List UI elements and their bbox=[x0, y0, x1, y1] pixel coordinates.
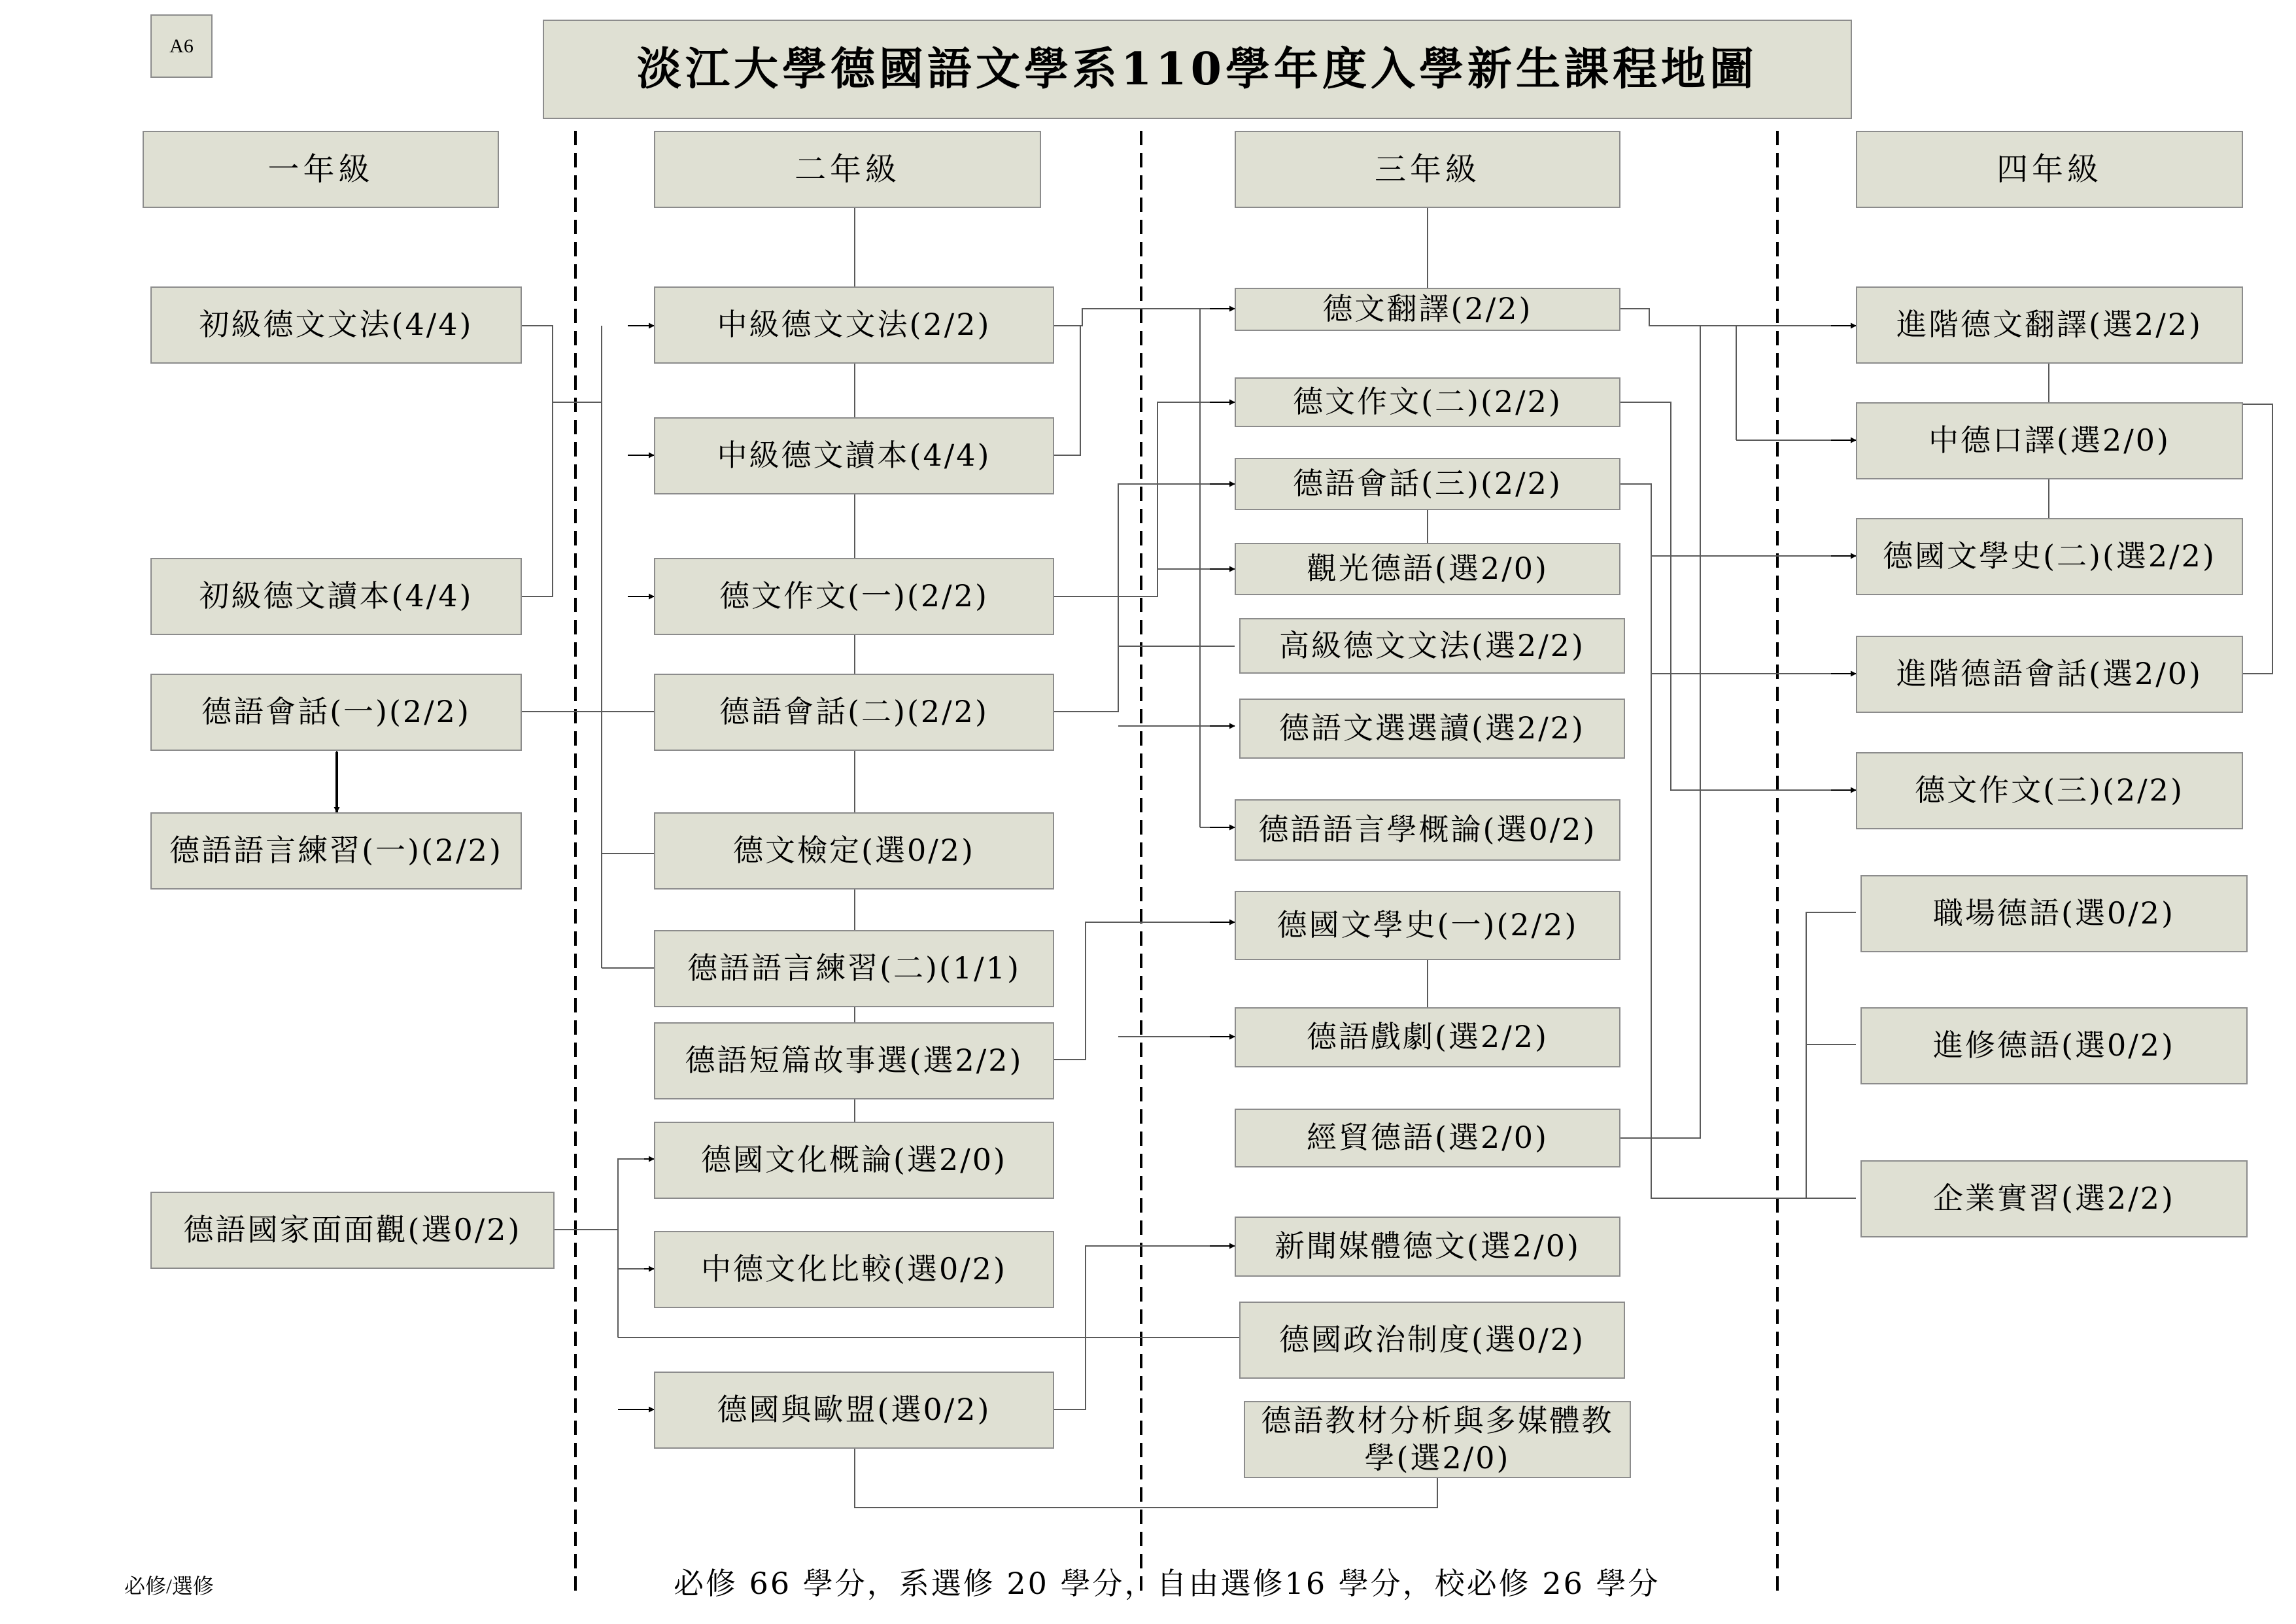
course-y4-2: 中德口譯(選2/0) bbox=[1856, 402, 2243, 479]
page-tag: A6 bbox=[150, 14, 213, 78]
course-y2-8: 德國文化概論(選2/0) bbox=[654, 1122, 1054, 1199]
course-y3-13: 德語教材分析與多媒體教學(選2/0) bbox=[1244, 1401, 1631, 1478]
course-y4-5: 德文作文(三)(2/2) bbox=[1856, 752, 2243, 829]
legend-label: 必修/選修 bbox=[124, 1574, 214, 1598]
course-y4-4: 進階德語會話(選2/0) bbox=[1856, 636, 2243, 713]
course-y2-2: 中級德文讀本(4/4) bbox=[654, 417, 1054, 494]
course-y3-3: 德語會話(三)(2/2) bbox=[1235, 458, 1620, 510]
course-y4-8: 企業實習(選2/2) bbox=[1860, 1160, 2248, 1237]
course-y3-6: 德語文選選讀(選2/2) bbox=[1239, 699, 1625, 759]
course-y1-4: 德語語言練習(一)(2/2) bbox=[150, 812, 522, 890]
page-title: 淡江大學德國語文學系110學年度入學新生課程地圖 bbox=[543, 20, 1852, 119]
course-y1-2: 初級德文讀本(4/4) bbox=[150, 558, 522, 635]
course-y2-4: 德語會話(二)(2/2) bbox=[654, 674, 1054, 751]
course-y3-5: 高級德文文法(選2/2) bbox=[1239, 618, 1625, 674]
course-y1-5: 德語國家面面觀(選0/2) bbox=[150, 1192, 555, 1269]
year-header-3: 三年級 bbox=[1235, 131, 1620, 208]
course-y3-9: 德語戲劇(選2/2) bbox=[1235, 1007, 1620, 1067]
course-y3-11: 新聞媒體德文(選2/0) bbox=[1235, 1217, 1620, 1277]
course-y1-3: 德語會話(一)(2/2) bbox=[150, 674, 522, 751]
course-y3-2: 德文作文(二)(2/2) bbox=[1235, 377, 1620, 427]
course-y4-1: 進階德文翻譯(選2/2) bbox=[1856, 286, 2243, 364]
course-y3-7: 德語語言學概論(選0/2) bbox=[1235, 799, 1620, 861]
year-header-4: 四年級 bbox=[1856, 131, 2243, 208]
course-y4-7: 進修德語(選0/2) bbox=[1860, 1007, 2248, 1084]
course-y2-5: 德文檢定(選0/2) bbox=[654, 812, 1054, 890]
credit-summary: 必修 66 學分，系選修 20 學分，自由選修16 學分，校必修 26 學分 bbox=[674, 1566, 1660, 1601]
course-y2-1: 中級德文文法(2/2) bbox=[654, 286, 1054, 364]
year-header-1: 一年級 bbox=[143, 131, 499, 208]
course-y2-3: 德文作文(一)(2/2) bbox=[654, 558, 1054, 635]
course-y4-6: 職場德語(選0/2) bbox=[1860, 875, 2248, 952]
course-y2-7: 德語短篇故事選(選2/2) bbox=[654, 1022, 1054, 1099]
course-y3-12: 德國政治制度(選0/2) bbox=[1239, 1302, 1625, 1379]
course-y3-1: 德文翻譯(2/2) bbox=[1235, 288, 1620, 331]
course-y2-10: 德國與歐盟(選0/2) bbox=[654, 1372, 1054, 1449]
course-y3-8: 德國文學史(一)(2/2) bbox=[1235, 891, 1620, 960]
course-y1-1: 初級德文文法(4/4) bbox=[150, 286, 522, 364]
course-y3-4: 觀光德語(選2/0) bbox=[1235, 543, 1620, 595]
course-y4-3: 德國文學史(二)(選2/2) bbox=[1856, 518, 2243, 595]
course-y2-9: 中德文化比較(選0/2) bbox=[654, 1231, 1054, 1308]
year-header-2: 二年級 bbox=[654, 131, 1041, 208]
course-y3-10: 經貿德語(選2/0) bbox=[1235, 1109, 1620, 1167]
course-y2-6: 德語語言練習(二)(1/1) bbox=[654, 930, 1054, 1007]
